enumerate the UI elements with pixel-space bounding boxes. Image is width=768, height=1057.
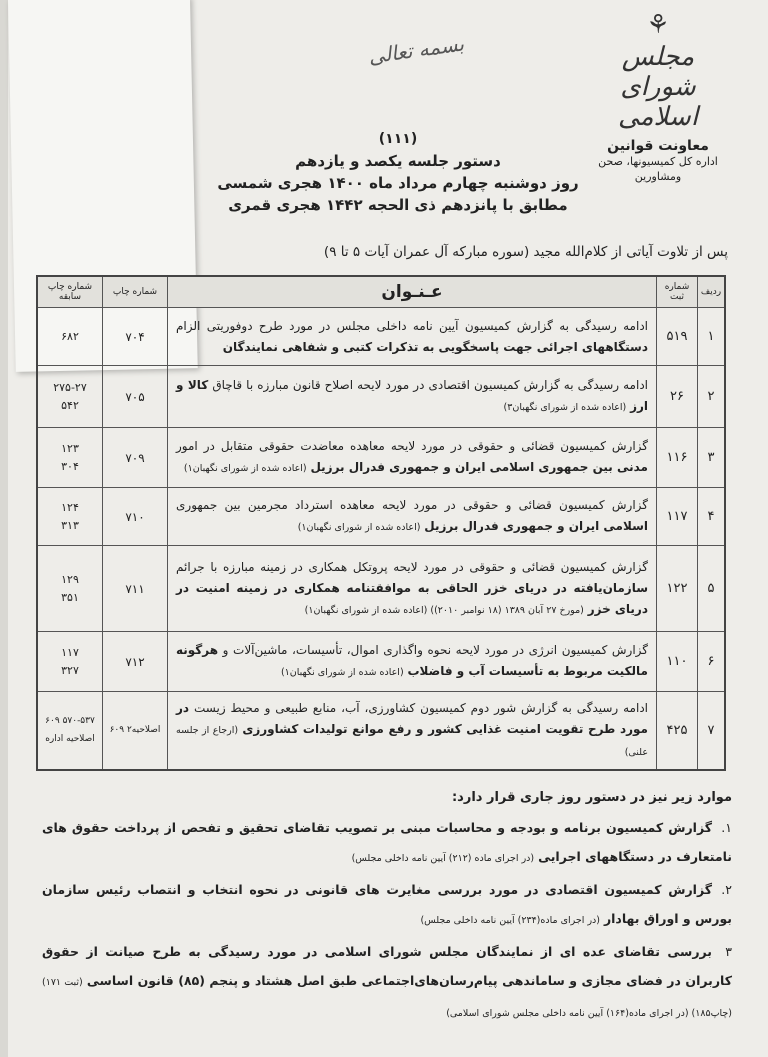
previous-print-number: ۱۲۹ ۳۵۱	[37, 546, 103, 632]
row-number: ۱	[698, 308, 726, 366]
table-row	[37, 308, 725, 366]
parliament-logo: مجلس شورای اسلامی	[617, 42, 699, 132]
table-row	[37, 546, 725, 632]
previous-print-number: ۱۲۳ ۳۰۴	[37, 428, 103, 488]
registration-number: ۵۱۹	[657, 308, 698, 366]
agenda-item-title: ادامه رسیدگی به گزارش شور دوم کمیسیون کشاورزی، آب، منابع طبیعی و محیط زیست در مورد طرح تقویت امنیت غذایی کشور و رفع موانع تولیدات کشاورزی (ارجاع از جلسه علنی)	[168, 692, 657, 770]
previous-print-number: ۱۱۷ ۳۲۷	[37, 632, 103, 692]
letterhead	[588, 10, 728, 184]
session-title-block	[188, 128, 608, 216]
additional-agenda	[42, 790, 732, 1030]
department-name: معاونت قوانین	[607, 138, 709, 154]
registration-number: ۱۲۲	[657, 546, 698, 632]
session-date-lunar: مطابق با پانزدهم ذی الحجه ۱۴۴۲ هجری قمری	[228, 196, 568, 214]
row-number: ۴	[698, 488, 726, 546]
print-number: ۷۱۲	[103, 632, 168, 692]
registration-number: ۱۱۶	[657, 428, 698, 488]
session-number: (۱۱۱)	[378, 131, 418, 147]
agenda-item-title: ادامه رسیدگی به گزارش کمیسیون آیین نامه داخلی مجلس در مورد طرح دوفوریتی الزام دستگاههای اجرائی جهت پاسخگویی به تذکرات کتبی و شفاهی نمایندگان	[168, 308, 657, 366]
list-item: ۱.گزارش کمیسیون برنامه و بودجه و محاسبات مبنی بر تصویب تقاضای تحقیق و تفحص از پرداخت حقوق های نامتعارف در دستگاههای اجرایی (در اجرای ماده (۲۱۲) آیین نامه داخلی مجلس)	[42, 820, 732, 864]
row-number: ۵	[698, 546, 726, 632]
list-item: ۳بررسی تقاضای عده ای از نمایندگان مجلس شورای اسلامی در مورد رسیدگی به طرح صیانت از حقوق کاربران در فضای مجازی و ساماندهی پیام‌رسان‌های‌اجتماعی طبق اصل هشتاد و پنجم (۸۵) قانون اساسی (ثبت ۱۷۱) (چاپ۱۸۵) (در اجرای ماده(۱۶۴) آیین نامه داخلی مجلس شورای اسلامی)	[42, 944, 732, 1019]
table-header-row	[37, 276, 725, 308]
additional-agenda-title: موارد زیر نیز در دستور روز جاری قرار دارد:	[451, 790, 732, 805]
previous-print-number: ۱۲۴ ۳۱۳	[37, 488, 103, 546]
agenda-item-title: گزارش کمیسیون قضائی و حقوقی در مورد لایحه معاهده استرداد مجرمین بین جمهوری اسلامی ایران و جمهوری فدرال برزیل (اعاده شده از شورای نگهبان۱)	[168, 488, 657, 546]
agenda-item-title: گزارش کمیسیون قضائی و حقوقی در مورد لایحه معاهده معاضدت حقوقی متقابل در امور مدنی بین جمهوری اسلامی ایران و جمهوری فدرال برزیل (اعاده شده از شورای نگهبان۱)	[168, 428, 657, 488]
agenda-table	[36, 275, 726, 771]
agenda-item-title: گزارش کمیسیون انرژی در مورد لایحه نحوه واگذاری اموال، تأسیسات، ماشین‌آلات و هرگونه مالکیت مربوط به تأسیسات آب و فاضلاب (اعاده شده از شورای نگهبان۱)	[168, 632, 657, 692]
session-title: دستور جلسه یکصد و یازدهم	[295, 152, 501, 170]
row-number: ۶	[698, 632, 726, 692]
subdepartment-line2: ومشاورین	[634, 170, 682, 183]
print-number: ۷۰۹	[103, 428, 168, 488]
previous-print-number: ۵۷۰-۵۳۷ ۶۰۹ اصلاحیه اداره	[37, 692, 103, 770]
quran-recitation-note: پس از تلاوت آیاتی از کلام‌الله مجید (سوره مبارکه آل عمران آیات ۵ تا ۹)	[323, 244, 728, 260]
agenda-item-title: گزارش کمیسیون قضائی و حقوقی در مورد لایحه پروتکل همکاری در زمینه مبارزه با جرائم سازمان‌یافته در دریای خزر الحاقی به موافقتنامه همکاری در زمینه امنیت در دریای خزر (مورخ ۲۷ آبان ۱۳۸۹ (۱۸ نوامبر ۲۰۱۰)) (اعاده شده از شورای نگهبان۱)	[168, 546, 657, 632]
handwritten-signature: بسمه تعالی	[366, 31, 466, 69]
header-row-number: ردیف	[698, 276, 726, 308]
table-row	[37, 366, 725, 428]
header-print-number: شماره چاپ	[103, 276, 168, 308]
list-item: ۲.گزارش کمیسیون اقتصادی در مورد بررسی مغایرت های قانونی در نحوه انتخاب و انتصاب رئیس سازمان بورس و اوراق بهادار (در اجرای ماده(۲۳۴) آیین نامه داخلی مجلس)	[42, 882, 732, 926]
previous-print-number: ۶۸۲	[37, 308, 103, 366]
previous-print-number: ۲۷۵-۲۷ ۵۴۲	[37, 366, 103, 428]
print-number: ۷۰۵	[103, 366, 168, 428]
subdepartment-line1: اداره کل کمیسیونها، صحن	[598, 155, 718, 168]
row-number: ۷	[698, 692, 726, 770]
session-date-solar: روز دوشنبه چهارم مرداد ماه ۱۴۰۰ هجری شمسی	[217, 174, 579, 192]
registration-number: ۱۱۰	[657, 632, 698, 692]
row-number: ۲	[698, 366, 726, 428]
registration-number: ۱۱۷	[657, 488, 698, 546]
table-row	[37, 428, 725, 488]
print-number: ۷۱۰	[103, 488, 168, 546]
iran-emblem-icon: ⚘	[646, 10, 670, 40]
print-number: ۷۰۴	[103, 308, 168, 366]
registration-number: ۴۲۵	[657, 692, 698, 770]
header-registration-number: شماره ثبت	[657, 276, 698, 308]
row-number: ۳	[698, 428, 726, 488]
table-row	[37, 692, 725, 770]
table-row	[37, 488, 725, 546]
agenda-item-title: ادامه رسیدگی به گزارش کمیسیون اقتصادی در مورد لایحه اصلاح قانون مبارزه با قاچاق کالا و ارز (اعاده شده از شورای نگهبان۳)	[168, 366, 657, 428]
print-number: اصلاحیه۲ ۶۰۹	[103, 692, 168, 770]
print-number: ۷۱۱	[103, 546, 168, 632]
header-title: عـنـوان	[168, 276, 657, 308]
registration-number: ۲۶	[657, 366, 698, 428]
header-previous-print-number: شماره چاپ سابقه	[37, 276, 103, 308]
table-row	[37, 632, 725, 692]
